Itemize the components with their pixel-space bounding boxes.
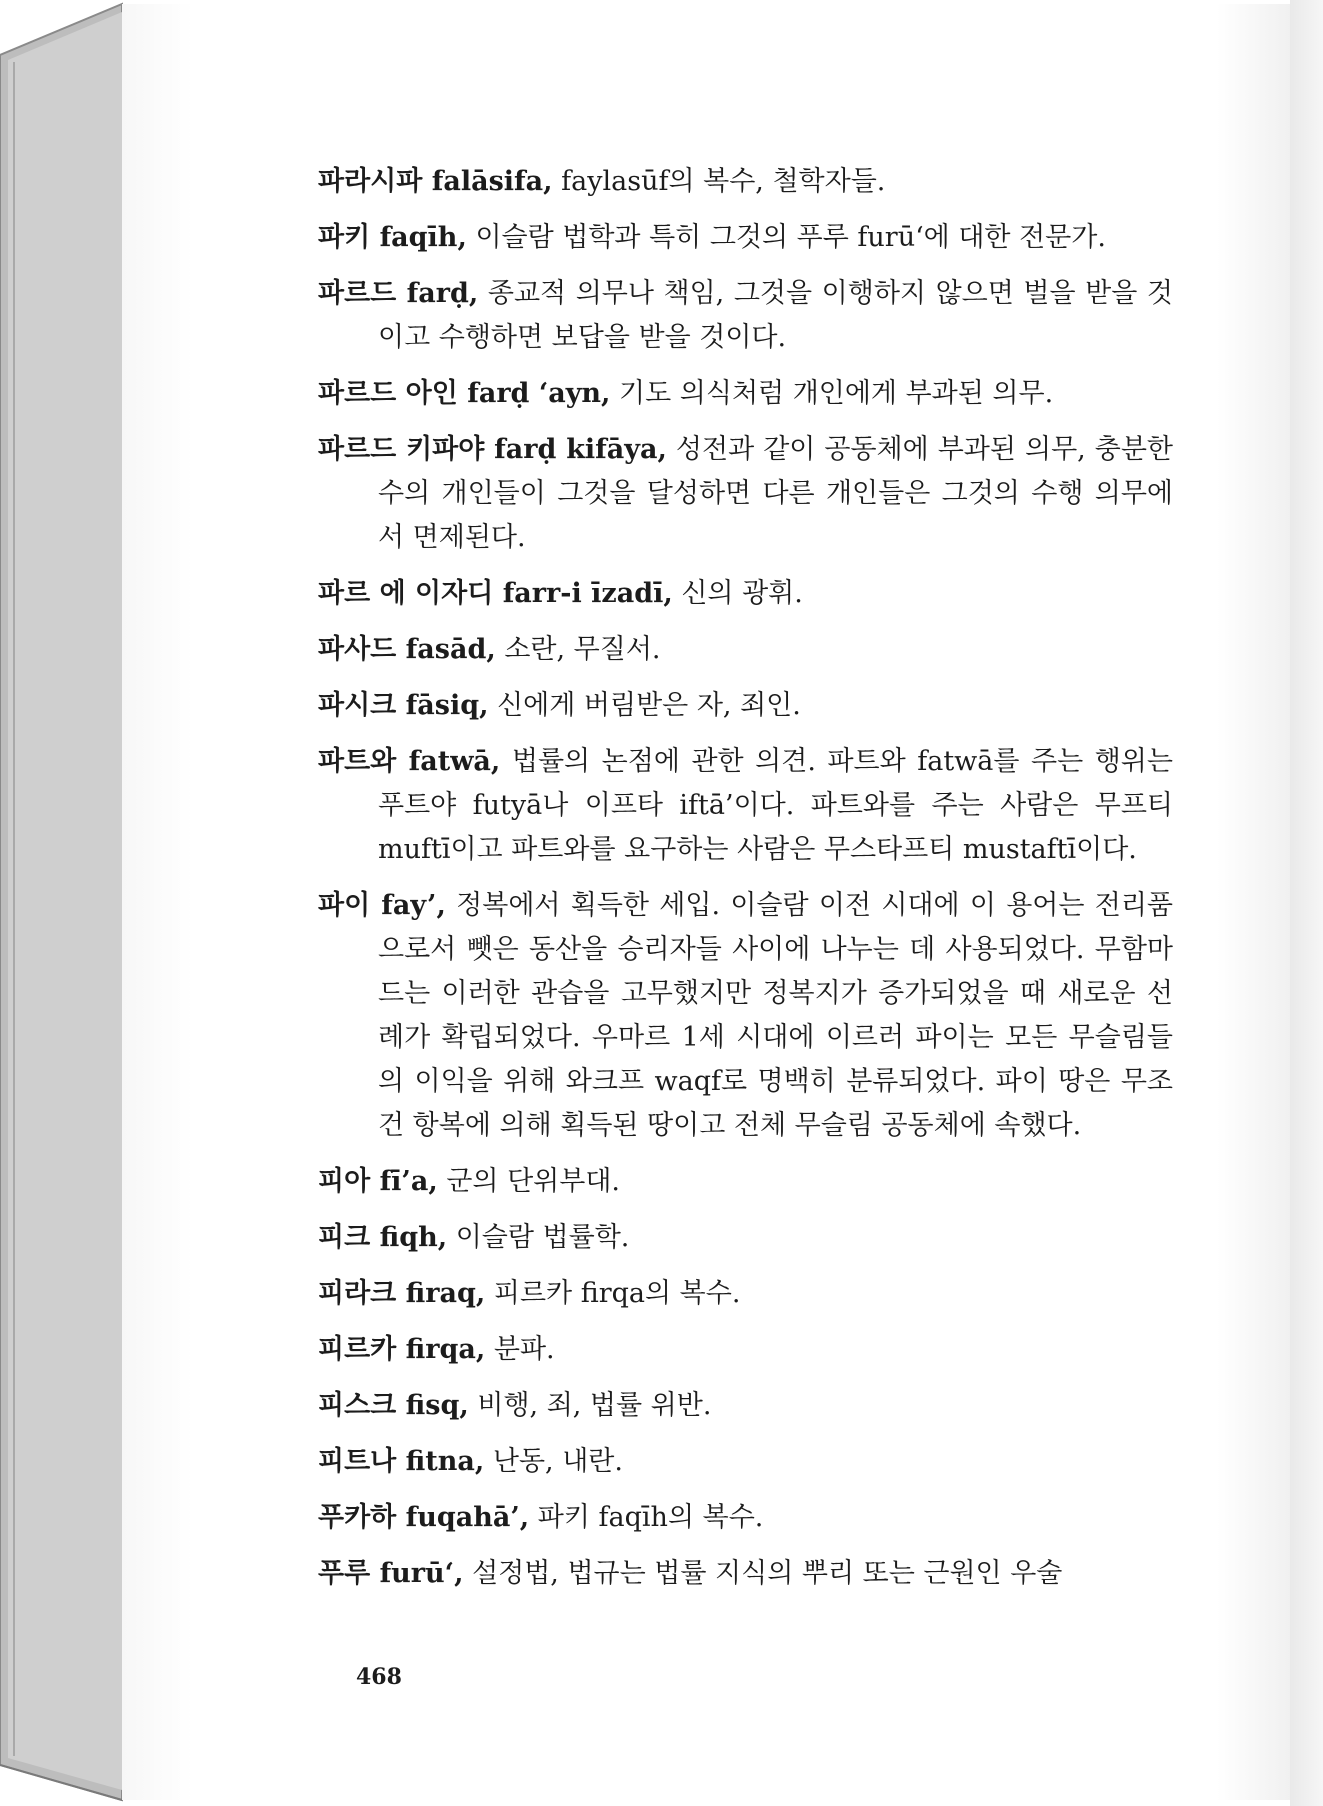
glossary-entry — [318, 216, 1173, 260]
glossary-entry — [318, 272, 1173, 360]
entry-definition: 군의 단위부대. — [446, 1166, 620, 1197]
glossary-entry — [318, 740, 1173, 872]
entry-term: 파라시파 falāsifa, — [318, 166, 553, 197]
entry-definition: 파키 faqīh의 복수. — [537, 1502, 764, 1533]
page-edge-shadow — [1290, 0, 1323, 1806]
entry-term: 파르드 farḍ, — [318, 278, 479, 309]
glossary-entry — [318, 1272, 1173, 1316]
page-number: 468 — [356, 1664, 402, 1690]
entry-definition: 소란, 무질서. — [504, 634, 661, 665]
entry-term: 푸카하 fuqahā’, — [318, 1502, 530, 1533]
entry-definition: faylasūf의 복수, 철학자들. — [561, 166, 886, 197]
glossary-entry — [318, 1384, 1173, 1428]
entry-definition: 설정법, 법규는 법률 지식의 뿌리 또는 근원인 우술 — [472, 1558, 1063, 1589]
entry-definition: 난동, 내란. — [492, 1446, 623, 1477]
glossary-entry — [318, 160, 1173, 204]
entry-term: 푸루 furū‘, — [318, 1558, 464, 1589]
entry-term: 파르드 키파야 farḍ kifāya, — [318, 434, 667, 465]
entry-definition: 종교적 의무나 책임, 그것을 이행하지 않으면 벌을 받을 것이고 수행하면 보답을 받을 것이다. — [378, 278, 1173, 353]
glossary-entry — [318, 1440, 1173, 1484]
entry-definition: 분파. — [493, 1334, 555, 1365]
entry-term: 파사드 fasād, — [318, 634, 496, 665]
entry-definition: 이슬람 법률학. — [455, 1222, 630, 1253]
glossary-entry — [318, 1216, 1173, 1260]
entry-term: 피아 fī’a, — [318, 1166, 438, 1197]
entry-term: 파트와 fatwā, — [318, 746, 501, 777]
glossary-entry — [318, 372, 1173, 416]
glossary-entry — [318, 428, 1173, 560]
glossary-entry — [318, 628, 1173, 672]
entry-definition: 신에게 버림받은 자, 죄인. — [497, 690, 801, 721]
entry-term: 피르카 firqa, — [318, 1334, 486, 1365]
entry-definition: 기도 의식처럼 개인에게 부과된 의무. — [619, 378, 1054, 409]
glossary-entry — [318, 1496, 1173, 1540]
entry-term: 파키 faqīh, — [318, 222, 467, 253]
entry-term: 피크 fiqh, — [318, 1222, 448, 1253]
glossary-entry — [318, 1160, 1173, 1204]
glossary-entry — [318, 1328, 1173, 1372]
entry-term: 피라크 firaq, — [318, 1278, 486, 1309]
glossary-entry — [318, 1552, 1173, 1596]
glossary-entry — [318, 572, 1173, 616]
entry-term: 파르 에 이자디 farr-i īzadī, — [318, 578, 673, 609]
entry-definition: 피르카 firqa의 복수. — [493, 1278, 741, 1309]
entry-term: 파이 fay’, — [318, 890, 446, 921]
entry-definition: 비행, 죄, 법률 위반. — [477, 1390, 712, 1421]
glossary-entry — [318, 684, 1173, 728]
entry-definition: 성전과 같이 공동체에 부과된 의무, 충분한 수의 개인들이 그것을 달성하면 다른 개인들은 그것의 수행 의무에서 면제된다. — [378, 434, 1174, 553]
entry-term: 파시크 fāsiq, — [318, 690, 489, 721]
entry-definition: 정복에서 획득한 세입. 이슬람 이전 시대에 이 용어는 전리품으로서 뺏은 동산을 승리자들 사이에 나누는 데 사용되었다. 무함마드는 이러한 관습을 고무했지만 정복지가 증가되었을 때 새로운 선례가 확립되었다. 우마르 1세 시대에 이르러 파이는 모든 무슬림들의 이익을 위해 와크프 waqf로 명백히 분류되었다. 파이 땅은 무조건 항복에 의해 획득된 땅이고 전체 무슬림 공동체에 속했다. — [378, 890, 1173, 1141]
glossary-entry — [318, 884, 1173, 1148]
entry-definition: 신의 광휘. — [681, 578, 803, 609]
entry-term: 피트나 fitna, — [318, 1446, 485, 1477]
entry-definition: 법률의 논점에 관한 의견. 파트와 fatwā를 주는 행위는 푸트야 futyā나 이프타 iftā’이다. 파트와를 주는 사람은 무프티 muftī이고 파트와를 요구하는 사람은 무스타프티 mustaftī이다. — [378, 746, 1173, 865]
glossary-entries — [318, 160, 1173, 1608]
entry-definition: 이슬람 법학과 특히 그것의 푸루 furū‘에 대한 전문가. — [475, 222, 1106, 253]
entry-term: 피스크 fisq, — [318, 1390, 469, 1421]
entry-term: 파르드 아인 farḍ ‘ayn, — [318, 378, 611, 409]
